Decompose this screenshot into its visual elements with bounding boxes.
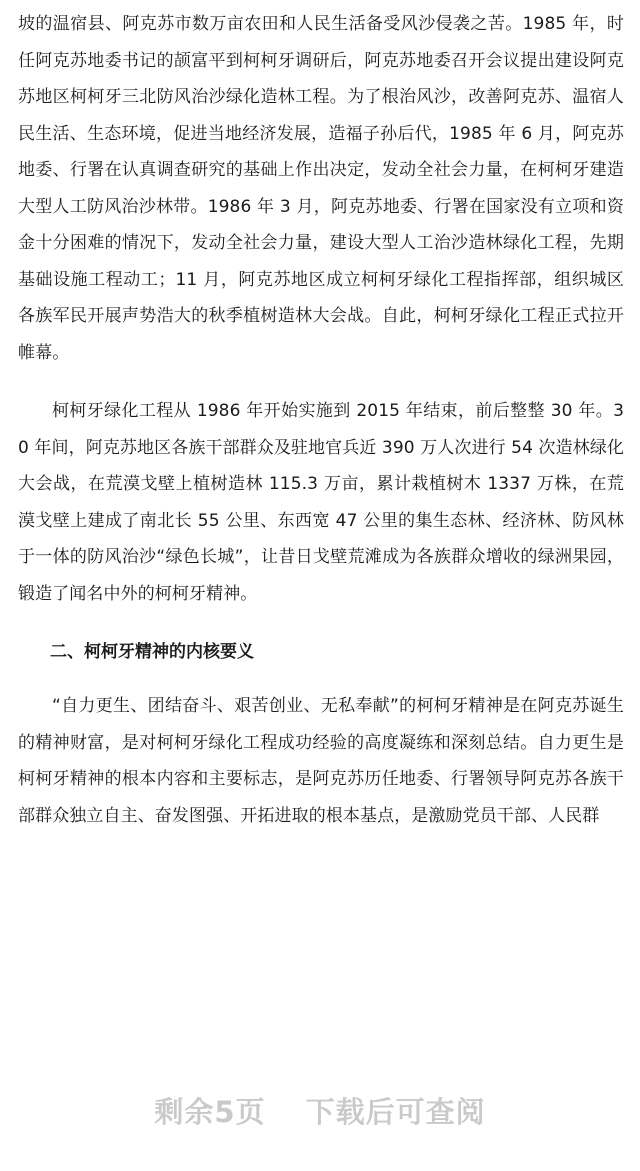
download-to-view-label[interactable]: 下载后可查阅 — [305, 1094, 486, 1129]
paragraph-spirit-core: “自力更生、团结奋斗、艰苦创业、无私奉献”的柯柯牙精神是在阿克苏诞生的精神财富，是对柯柯牙绿化工程成功经验的高度凝练和深刻总结。自力更生是柯柯牙精神的根本内容和主要标志，是阿克苏历任地委、行署领导阿克苏各族干部群众独立自主、奋发图强、开拓进取的根本基点，是激励党员干部、人民群 — [18, 696, 624, 826]
remaining-pages-label[interactable]: 剩余5页 — [154, 1094, 266, 1129]
document-body — [18, 6, 624, 834]
section-heading: 二、柯柯牙精神的内核要义 — [50, 642, 254, 662]
download-prompt-banner[interactable] — [0, 1086, 640, 1134]
paragraph-project-summary: 柯柯牙绿化工程从 1986 年开始实施到 2015 年结束，前后整整 30 年。30 年间，阿克苏地区各族干部群众及驻地官兵近 390 万人次进行 54 次造林绿化大会战，在荒漠戈壁上植树造林 115.3 万亩，累计栽植树木 1337 万株，在荒漠戈壁上建成了南北长 55 公里、东西宽 47 公里的集生态林、经济林、防风林于一体的防风治沙“绿色长城”，让昔日戈壁荒滩成为各族群众增收的绿洲果园，锻造了闻名中外的柯柯牙精神。 — [18, 401, 625, 604]
paragraph-history: 坡的温宿县、阿克苏市数万亩农田和人民生活备受风沙侵袭之苦。1985 年，时任阿克苏地委书记的颉富平到柯柯牙调研后，阿克苏地委召开会议提出建设阿克苏地区柯柯牙三北防风治沙绿化造林工程。为了根治风沙，改善阿克苏、温宿人民生活、生态环境，促进当地经济发展，造福子孙后代，1985 年 6 月，阿克苏地委、行署在认真调查研究的基础上作出决定，发动全社会力量，在柯柯牙建造大型人工防风治沙林带。1986 年 3 月，阿克苏地委、行署在国家没有立项和资金十分困难的情况下，发动全社会力量，建设大型人工治沙造林绿化工程，先期基础设施工程动工；11 月，阿克苏地区成立柯柯牙绿化工程指挥部，组织城区各族军民开展声势浩大的秋季植树造林大会战。自此，柯柯牙绿化工程正式拉开帷幕。 — [18, 14, 624, 363]
